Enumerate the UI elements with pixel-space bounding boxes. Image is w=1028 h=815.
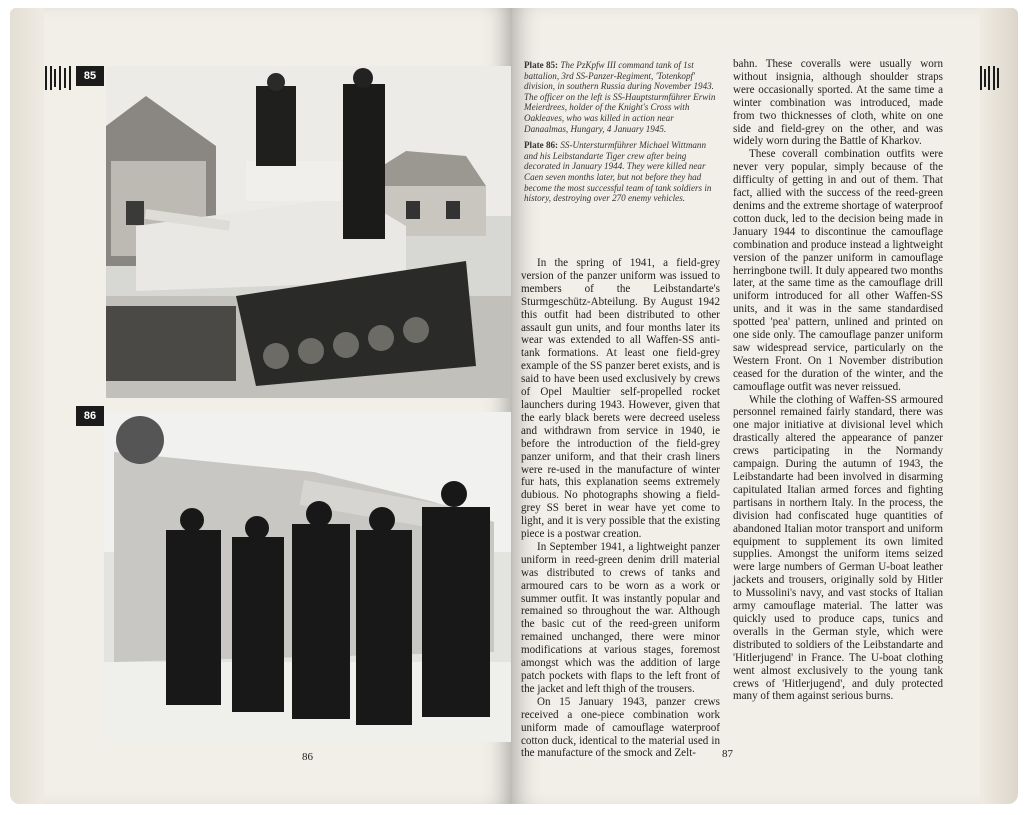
tank-photo-graphic [106, 66, 511, 398]
page-number-right: 87 [722, 748, 733, 760]
paragraph: In September 1941, a lightweight panzer uniform in reed-green denim drill material was distributed to crews of tanks and armoured cars to be worn as a work or summer outfit. It was instantly popular and remained so throughout the war. Although the basic cut of the reed-green uniform remained unchanged, there were minor modifications at various stages, foremost amongst which was the addition of large patch pockets with flaps to the left front of the jacket and left thigh of the trousers. [521, 540, 720, 695]
paragraph: On 15 January 1943, panzer crews received a one-piece combination work uniform made of camouflage waterproof cotton duck, identical to the material used in the manufacture of the smock and Zelt- [521, 695, 720, 760]
plate-captions [524, 60, 720, 210]
plate-number-85: 85 [76, 66, 104, 86]
page-edge-left [10, 8, 44, 804]
tank-commander-photo [106, 66, 511, 398]
paragraph: bahn. These coveralls were usually worn without insignia, although shoulder straps were occasionally sported. At the same time a winter combination was introduced, made from two thicknesses of cloth, white on one side and field-grey on the other, and was widely worn during the Battle of Kharkov. [733, 58, 943, 148]
tiger-crew-photo [104, 412, 511, 742]
edge-thumb-marks-right [980, 66, 1008, 90]
crew-photo-graphic [104, 412, 511, 742]
page-edge-right [980, 8, 1018, 804]
edge-thumb-marks-left [45, 66, 73, 90]
page-number-left: 86 [302, 751, 313, 763]
caption-plate-85: Plate 85: The PzKpfw III command tank of 1st battalion, 3rd SS-Panzer-Regiment, 'Totenkopf' division, in southern Russia during November 1943. The officer on the left is SS-Hauptsturmführer Erwin Meierdrees, holder of the Knight's Cross with Oakleaves, who was killed in action near Danaalmas, Hungary, 4 January 1945. [524, 60, 716, 134]
paragraph: While the clothing of Waffen-SS armoured personnel remained fairly standard, there was one major initiative at divisional level which drastically altered the appearance of panzer crews participating in the Normandy campaign. During the autumn of 1943, the Leibstandarte had been involved in disarming capitulated Italian armed forces and fighting partisans in northern Italy. In the process, the division had confiscated huge quantities of abandoned Italian motor transport and uniform equipment to supplement its own limited supplies. Amongst the uniform items seized were large numbers of German U-boat leather jackets and trousers, originally sold by Hitler to Mussolini's navy, and vast stocks of Italian army camouflage material. The latter was quickly used to produce caps, tunics and overalls in the German style, which were distributed to soldiers of the Leibstandarte and 'Hitlerjugend' in France. The U-boat clothing went almost exclusively to the young tank crews of 'Hitlerjugend', and duly protected many of them against serious burns. [733, 393, 943, 703]
paragraph: These coverall combination outfits were never very popular, simply because of the difficulty of getting in and out of them. That fact, allied with the success of the reed-green denims and the extreme shortage of waterproof cotton duck, led to the decision being made in January 1944 to discontinue the camouflage combination and produce instead a lightweight version of the panzer uniform in camouflage herringbone twill. It duly appeared two months later, at the same time as the camouflage drill uniform introduced for all other Waffen-SS units, and it was in the same standardised spotted 'pea' pattern, unlined and printed on one side only. The camouflage panzer uniform saw widespread service, particularly on the Western Front. On 1 November distribution ceased for the duration of the winter, and the camouflage outfit was never reissued. [733, 148, 943, 393]
paragraph: In the spring of 1941, a field-grey version of the panzer uniform was issued to members of the Leibstandarte's Sturmgeschütz-Abteilung. By August 1942 this outfit had been distributed to other assault gun units, and four months later its wear was extended to all Waffen-SS anti-tank formations. At least one field-grey example of the SS panzer beret exists, and is said to have been used exclusively by crews of Opel Maultier self-propelled rocket launchers during 1943. However, given that the early black berets were decreed useless and withdrawn from service in 1940, ie before the introduction of the field-grey panzer uniform, and that their crash liners were re-used in the manufacture of winter fur hats, this explanation seems extremely dubious. No photographs showing a field-grey SS beret in wear have yet come to light, and it is very possible that the existing piece is a postwar creation. [521, 257, 720, 541]
body-column-2 [733, 58, 943, 703]
plate-number-86: 86 [76, 406, 104, 426]
caption-plate-86: Plate 86: SS-Untersturmführer Michael Wittmann and his Leibstandarte Tiger crew after being decorated in January 1944. They were killed near Caen seven months later, but not before they had become the most successful team of tank soldiers in history, destroying over 270 enemy vehicles. [524, 140, 712, 204]
body-column-1 [521, 257, 720, 760]
